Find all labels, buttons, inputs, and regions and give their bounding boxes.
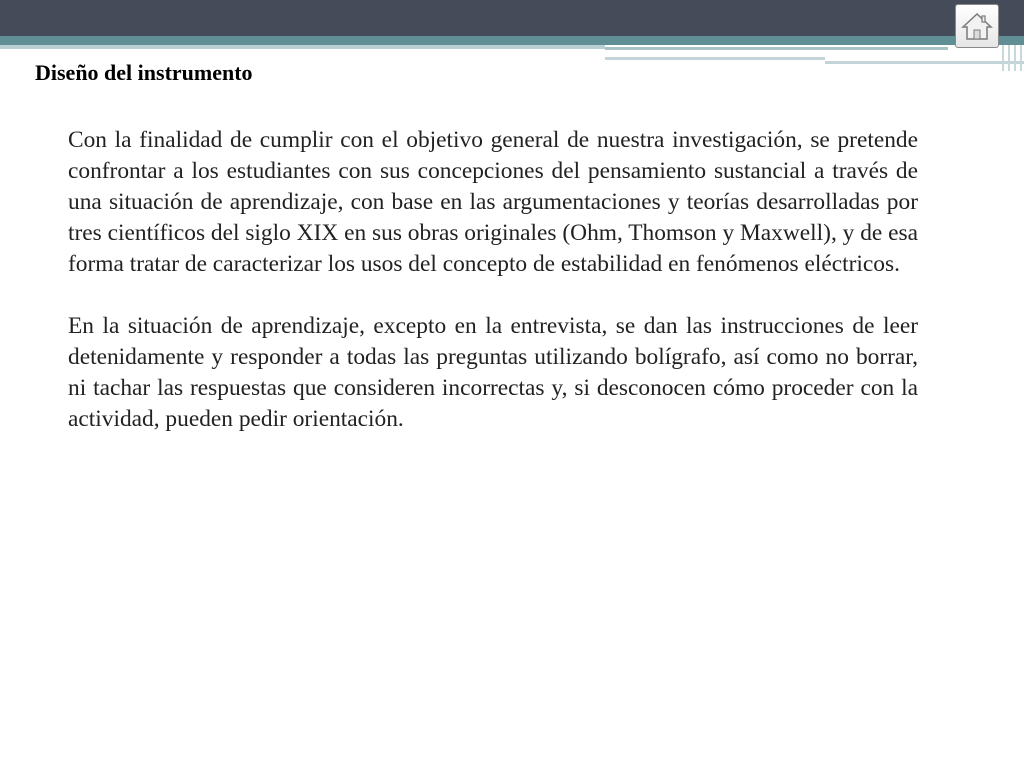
slide-body (68, 125, 918, 466)
deco-line (1002, 45, 1004, 71)
accent-band (0, 36, 1024, 45)
body-paragraph: En la situación de aprendizaje, excepto en la entrevista, se dan las instrucciones de leer detenidamente y responder a todas las preguntas utilizando bolígrafo, así como no borrar, ni tachar las respuestas que consideren incorrectas y, si desconocen cómo proceder con la actividad, pueden pedir orientación. (68, 313, 918, 432)
home-icon (961, 10, 993, 42)
header-decoration (605, 45, 1024, 71)
slide-title: Diseño del instrumento (35, 60, 253, 85)
deco-line (1020, 45, 1022, 71)
deco-line (605, 47, 948, 50)
deco-line (605, 57, 825, 60)
deco-line (825, 61, 1024, 64)
top-bar (0, 0, 1024, 36)
accent-band-light (0, 45, 605, 49)
deco-line (1008, 45, 1010, 71)
deco-line (1014, 45, 1016, 71)
body-paragraph: Con la finalidad de cumplir con el objetivo general de nuestra investigación, se pretende confrontar a los estudiantes con sus concepciones del pensamiento sustancial a través de una situación de aprendizaje, con base en las argumentaciones y teorías desarrolladas por tres científicos del siglo XIX en sus obras originales (Ohm, Thomson y Maxwell), y de esa forma tratar de caracterizar los usos del concepto de estabilidad en fenómenos eléctricos. (68, 127, 918, 277)
home-button[interactable] (955, 4, 999, 48)
